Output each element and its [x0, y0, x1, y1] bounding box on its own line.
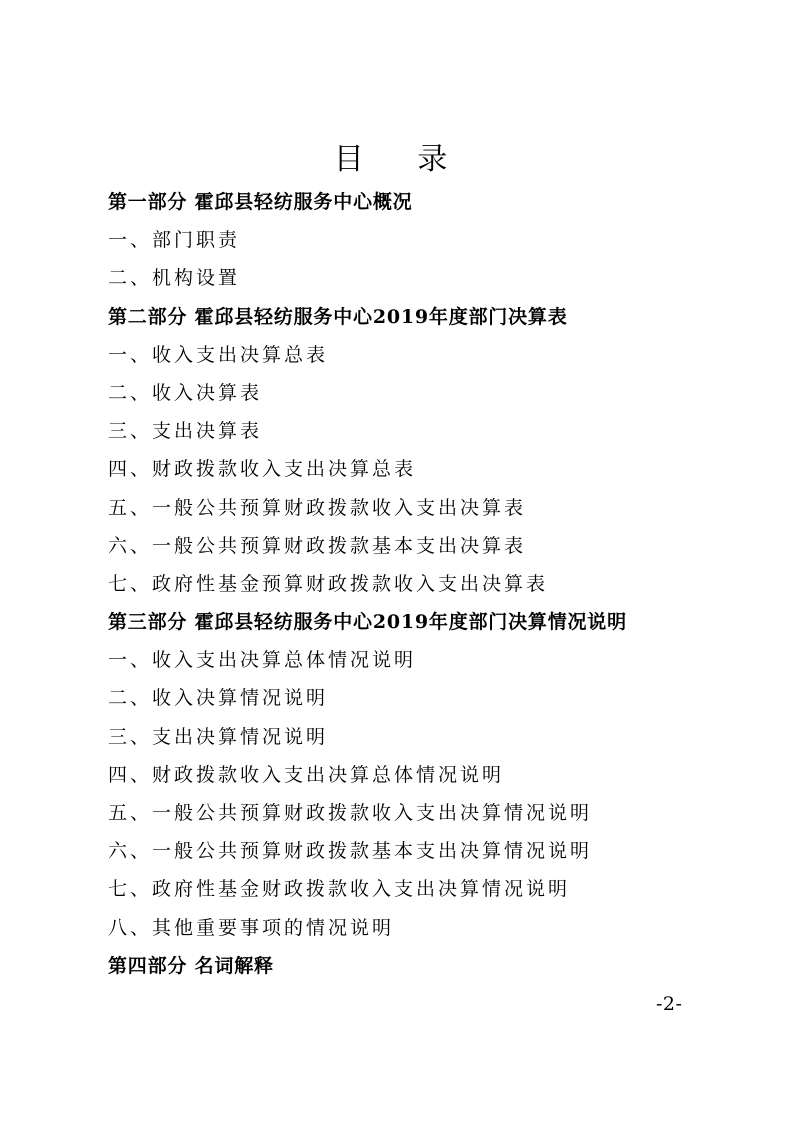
toc-part-heading: 第四部分 名词解释: [108, 954, 274, 977]
toc-item: 二、收入决算情况说明: [108, 687, 329, 710]
page-number: -2-: [656, 993, 683, 1015]
toc-item: 四、财政拨款收入支出决算总表: [108, 458, 417, 481]
toc-item: 七、政府性基金财政拨款收入支出决算情况说明: [108, 878, 571, 901]
page-title: 目 录: [333, 142, 470, 177]
toc-item: 三、支出决算情况说明: [108, 725, 329, 748]
toc-item: 一、收入支出决算总表: [108, 343, 329, 366]
toc-item: 七、政府性基金预算财政拨款收入支出决算表: [108, 572, 549, 595]
table-of-contents: [108, 183, 728, 985]
toc-part-heading: 第一部分 霍邱县轻纺服务中心概况: [108, 191, 413, 213]
toc-part-heading: 第二部分 霍邱县轻纺服务中心2019年度部门决算表: [108, 305, 568, 328]
toc-item: 二、收入决算表: [108, 381, 263, 404]
toc-item: 四、财政拨款收入支出决算总体情况说明: [108, 763, 505, 786]
toc-item: 三、支出决算表: [108, 420, 263, 443]
toc-item: 五、一般公共预算财政拨款收入支出决算情况说明: [108, 802, 593, 824]
toc-item: 六、一般公共预算财政拨款基本支出决算情况说明: [108, 840, 593, 863]
toc-item: 二、机构设置: [108, 267, 241, 290]
toc-item: 八、其他重要事项的情况说明: [108, 916, 395, 939]
toc-item: 一、部门职责: [108, 229, 241, 252]
toc-item: 五、一般公共预算财政拨款收入支出决算表: [108, 496, 527, 519]
toc-item: 六、一般公共预算财政拨款基本支出决算表: [108, 534, 527, 557]
toc-item: 一、收入支出决算总体情况说明: [108, 649, 417, 672]
toc-part-heading: 第三部分 霍邱县轻纺服务中心2019年度部门决算情况说明: [108, 611, 627, 634]
